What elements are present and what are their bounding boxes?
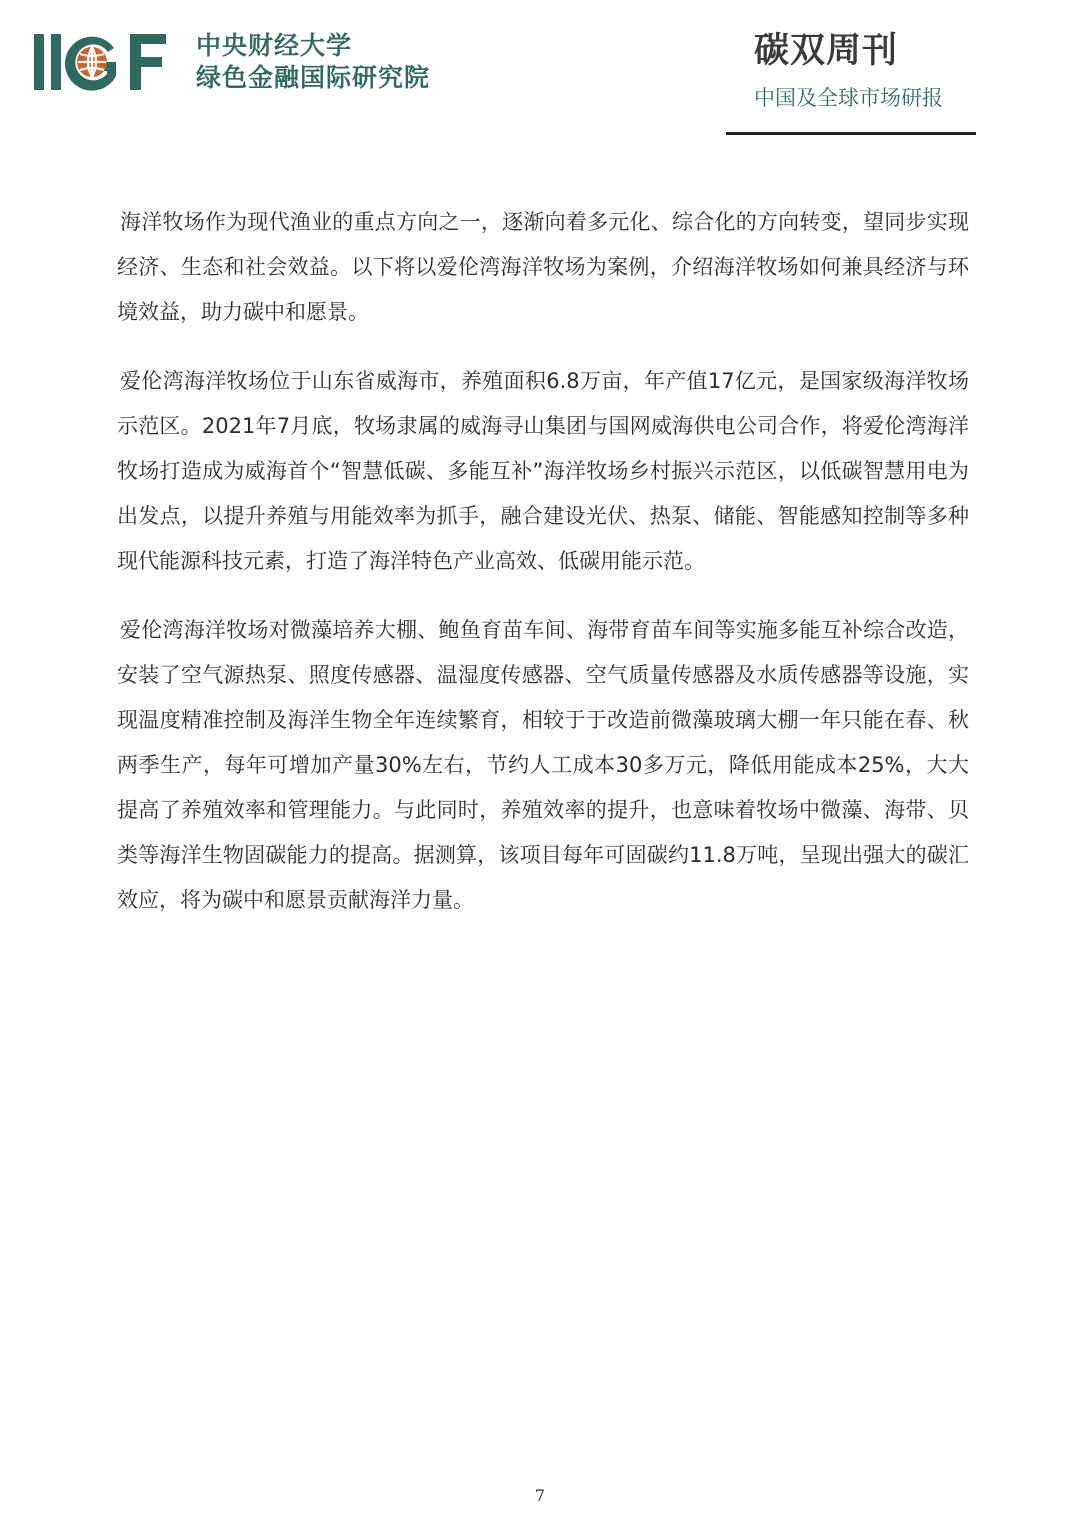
iigf-logo — [34, 30, 176, 94]
org-name-line2: 绿色金融国际研究院 — [196, 63, 431, 92]
publication-subtitle: 中国及全球市场研报 — [754, 86, 943, 110]
paragraph-1: 海洋牧场作为现代渔业的重点方向之一，逐渐向着多元化、综合化的方向转变，望同步实现经济、生态和社会效益。以下将以爱伦湾海洋牧场为案例，介绍海洋牧场如何兼具经济与环境效益，助力碳中和愿景。 — [117, 210, 969, 324]
iigf-logo-icon — [34, 30, 176, 94]
article-body — [117, 200, 969, 947]
publication-title: 碳双周刊 — [754, 31, 899, 71]
org-name — [196, 30, 496, 94]
paragraph-3: 爱伦湾海洋牧场对微藻培养大棚、鲍鱼育苗车间、海带育苗车间等实施多能互补综合改造，安装了空气源热泵、照度传感器、温湿度传感器、空气质量传感器及水质传感器等设施，实现温度精准控制及海洋生物全年连续繁育，相较于于改造前微藻玻璃大棚一年只能在春、秋两季生产，每年可增加产量30%左右，节约人工成本30多万元，降低用能成本25%，大大提高了养殖效率和管理能力。与此同时，养殖效率的提升，也意味着牧场中微藻、海带、贝类等海洋生物固碳能力的提高。据测算，该项目每年可固碳约11.8万吨，呈现出强大的碳汇效应，将为碳中和愿景贡献海洋力量。 — [117, 618, 969, 912]
paragraph-2: 爱伦湾海洋牧场位于山东省威海市，养殖面积6.8万亩，年产值17亿元，是国家级海洋牧场示范区。2021年7月底，牧场隶属的威海寻山集团与国网威海供电公司合作，将爱伦湾海洋牧场打造成为威海首个“智慧低碳、多能互补”海洋牧场乡村振兴示范区，以低碳智慧用电为出发点，以提升养殖与用能效率为抓手，融合建设光伏、热泵、储能、智能感知控制等多种现代能源科技元素，打造了海洋特色产业高效、低碳用能示范。 — [117, 369, 969, 573]
publication-header — [726, 26, 976, 135]
org-name-line1: 中央财经大学 — [196, 31, 353, 60]
page-number: 7 — [534, 1486, 546, 1505]
